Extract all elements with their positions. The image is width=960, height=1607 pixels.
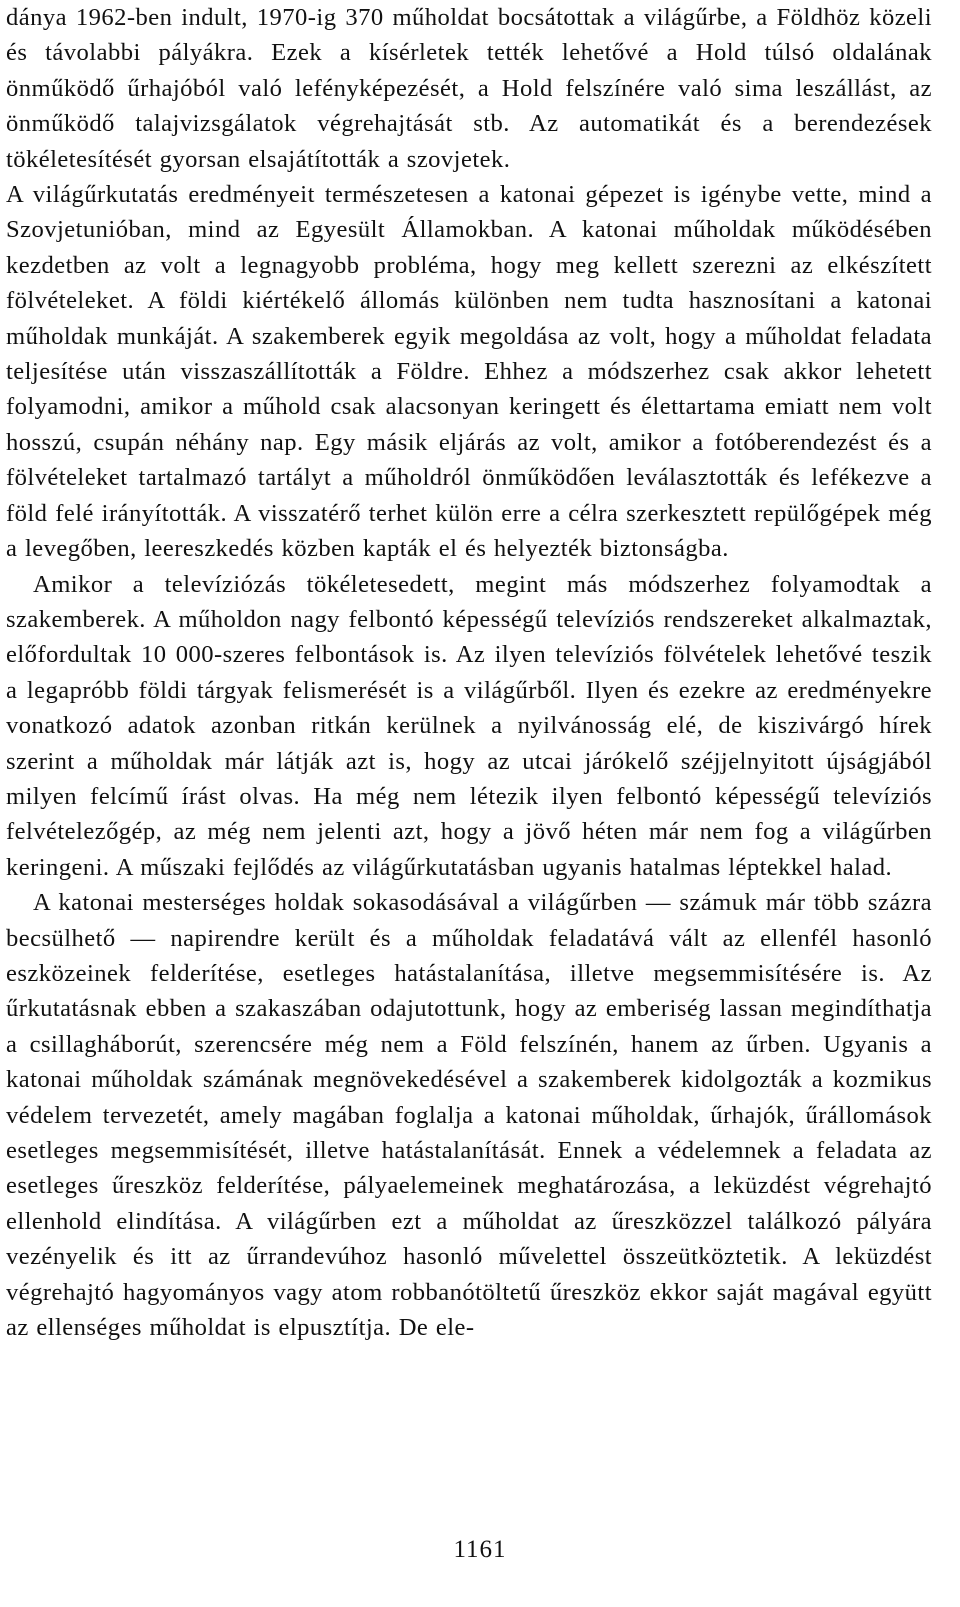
paragraph-1: dánya 1962-ben indult, 1970-ig 370 műholdat bocsátottak a világűrbe, a Földhöz közeli és távolabbi pályákra. Ezek a kísérletek tették lehetővé a Hold túlsó oldalának önműködő űrhajóból való lefényképezését, a Hold felszínére való sima leszállást, az önműködő talajvizsgálatok végrehajtását stb. Az automatikát és a berendezések tökéletesítését gyorsan elsajátították a szovjetek. <box>6 4 932 173</box>
page-number: 1161 <box>453 1536 507 1563</box>
paragraph-3: Amikor a televíziózás tökéletesedett, megint más módszerhez folyamodtak a szakemberek. A műholdon nagy felbontó képességű televíziós rendszereket alkalmaztak, előfordultak 10 000-szeres felbontások is. Az ilyen televíziós fölvételek lehetővé teszik a legapróbb földi tárgyak felismerését is a világűrből. Ilyen és ezekre az eredményekre vonatkozó adatok azonban ritkán kerülnek a nyilvánosság elé, de kiszivárgó hírek szerint a műholdak már látják azt is, hogy az utcai járókelő széjjelnyitott újságjából milyen felcímű írást olvas. Ha még nem létezik ilyen felbontó képességű televíziós felvételezőgép, az még nem jelenti azt, hogy a jövő héten már nem fog a világűrben keringeni. A műszaki fejlődés az világűrkutatásban ugyanis hatalmas léptekkel halad. <box>6 570 932 881</box>
paragraph-4: A katonai mesterséges holdak sokasodásával a világűrben — számuk már több százra becsülhető — napirendre került és a műholdak feladatává vált az ellenfél hasonló eszközeinek felderítése, esetleges hatástalanítása, illetve megsemmisítésére is. Az űrkutatásnak ebben a szakaszában odajutottunk, hogy az emberiség lassan megindíthatja a csillagháborút, szerencsére még nem a Föld felszínén, hanem az űrben. Ugyanis a katonai műholdak számának megnövekedésével a szakemberek kidolgozták a kozmikus védelem tervezetét, amely magában foglalja a katonai műholdak, űrhajók, űrállomások esetleges megsemmisítését, illetve hatástalanítását. Ennek a védelemnek a feladata az esetleges űreszköz felderítése, pályaelemeinek meghatározása, a leküzdést végrehajtó ellenhold elindítása. A világűrben ezt a műholdat az űreszközzel találkozó pályára vezényelik és itt az űrrandevúhoz hasonló művelettel összeütköztetik. A leküzdést végrehajtó hagyományos vagy atom robbanótöltetű űreszköz ekkor saját magával együtt az ellenséges műholdat is elpusztítja. De ele- <box>6 889 932 1342</box>
paragraph-2: A világűrkutatás eredményeit természetesen a katonai gépezet is igénybe vette, mind a Szovjetunióban, mind az Egyesült Államokban. A katonai műholdak működésében kezdetben az volt a legnagyobb probléma, hogy meg kellett szerezni az elkészített fölvételeket. A földi kiértékelő állomás különben nem tudta hasznosítani a katonai műholdak munkáját. A szakemberek egyik megoldása az volt, hogy a műholdat feladata teljesítése után visszaszállították a Földre. Ehhez a módszerhez csak akkor lehetett folyamodni, amikor a műhold csak alacsonyan keringett és élettartama emiatt nem volt hosszú, csupán néhány nap. Egy másik eljárás az volt, amikor a fotóberendezést és a fölvételeket tartalmazó tartályt a műholdról önműködően leválasztották és lefékezve a föld felé irányították. A visszatérő terhet külön erre a célra szerkesztett repülőgépek még a levegőben, leereszkedés közben kapták el és helyezték biztonságba. <box>6 181 932 563</box>
body-text <box>6 0 932 1345</box>
